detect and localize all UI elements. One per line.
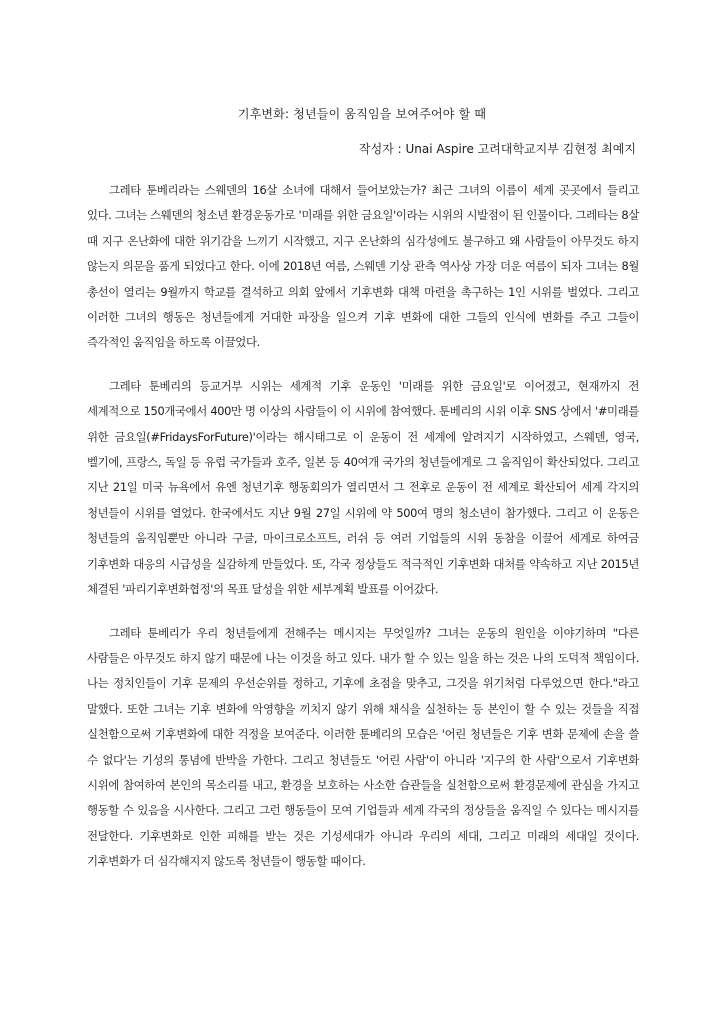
paragraph-1: 그레타 툰베리라는 스웨덴의 16살 소녀에 대해서 들어보았는가? 최근 그녀의 이름이 세계 곳곳에서 들리고 있다. 그녀는 스웨덴의 청소년 환경운동가로 '미래를 위한 금요일'이라는 시위의 시발점이 된 인물이다. 그레타는 8살 때 지구 온난화에 대한 위기감을 느끼기 시작했고, 지구 온난화의 심각성에도 불구하고 왜 사람들이 아무것도 하지 않는지 의문을 품게 되었다고 한다. 이에 2018년 여름, 스웨덴 기상 관측 역사상 가장 더운 여름이 되자 그녀는 8월 총선이 열리는 9월까지 학교를 결석하고 의회 앞에서 기후변화 대책 마련을 촉구하는 1인 시위를 벌였다. 그리고 이러한 그녀의 행동은 청년들에게 거대한 파장을 일으켜 기후 변화에 대한 그들의 인식에 변화를 주고 그들이 즉각적인 움직임을 하도록 이끌었다. (87, 183, 639, 350)
document-title: 기후변화: 청년들이 움직임을 보여주어야 할 때 (237, 107, 487, 121)
paragraph-3: 그레타 툰베리가 우리 청년들에게 전해주는 메시지는 무엇일까? 그녀는 운동의 원인을 이야기하며 "다른 사람들은 아무것도 하지 않기 때문에 나는 이것을 하고 있다. 내가 할 수 있는 일을 하는 것은 나의 도덕적 책임이다. 나는 정치인들이 기후 문제의 우선순위를 정하고, 기후에 초점을 맞추고, 그것을 위기처럼 다루었으면 한다."라고 말했다. 또한 그녀는 기후 변화에 악영향을 끼치지 않기 위해 채식을 실천하는 등 본인이 할 수 있는 것들을 직접 실천함으로써 기후변화에 대한 걱정을 보여준다. 이러한 툰베리의 모습은 '어린 청년들은 기후 변화 문제에 손을 쓸 수 없다'는 기성의 통념에 반박을 가한다. 그리고 청년들도 '어린 사람'이 아니라 '지구의 한 사람'으로서 기후변화 시위에 참여하여 본인의 목소리를 내고, 환경을 보호하는 사소한 습관들을 실천함으로써 환경문제에 관심을 가지고 행동할 수 있음을 시사한다. 그리고 그런 행동들이 모여 기업들과 세계 각국의 정상들을 움직일 수 있다는 메시지를 전달한다. 기후변화로 인한 피해를 받는 것은 기성세대가 아니라 우리의 세대, 그리고 미래의 세대일 것이다. 기후변화가 더 심각해지지 않도록 청년들이 행동할 때이다. (87, 625, 639, 869)
author-line: 작성자 : Unai Aspire 고려대학교지부 김현정 최예지 (359, 142, 636, 156)
paragraph-2: 그레타 툰베리의 등교거부 시위는 세계적 기후 운동인 '미래를 위한 금요일'로 이어졌고, 현재까지 전 세계적으로 150개국에서 400만 명 이상의 사람들이 이 시위에 참여했다. 툰베리의 시위 이후 SNS 상에서 '#미래를 위한 금요일(#FridaysForFuture)'이라는 해시태그로 이 운동이 전 세계에 알려지기 시작하였고, 스웨덴, 영국, 벨기에, 프랑스, 독일 등 유럽 국가들과 호주, 일본 등 40여개 국가의 청년들에게로 그 움직임이 확산되었다. 그리고 지난 21일 미국 뉴욕에서 유엔 청년기후 행동회의가 열리면서 그 전후로 운동이 전 세계로 확산되어 세계 각지의 청년들이 시위를 열었다. 한국에서도 지난 9월 27일 시위에 약 500여 명의 청소년이 참가했다. 그리고 이 운동은 청년들의 움직임뿐만 아니라 구글, 마이크로소프트, 러쉬 등 여러 기업들의 시위 동참을 이끌어 세계로 하여금 기후변화 대응의 시급성을 실감하게 만들었다. 또, 각국 정상들도 적극적인 기후변화 대처를 약속하고 지난 2015년 체결된 '파리기후변화협정'의 목표 달성을 위한 세부계획 발표를 이어갔다. (87, 378, 639, 597)
document-body (87, 178, 639, 893)
